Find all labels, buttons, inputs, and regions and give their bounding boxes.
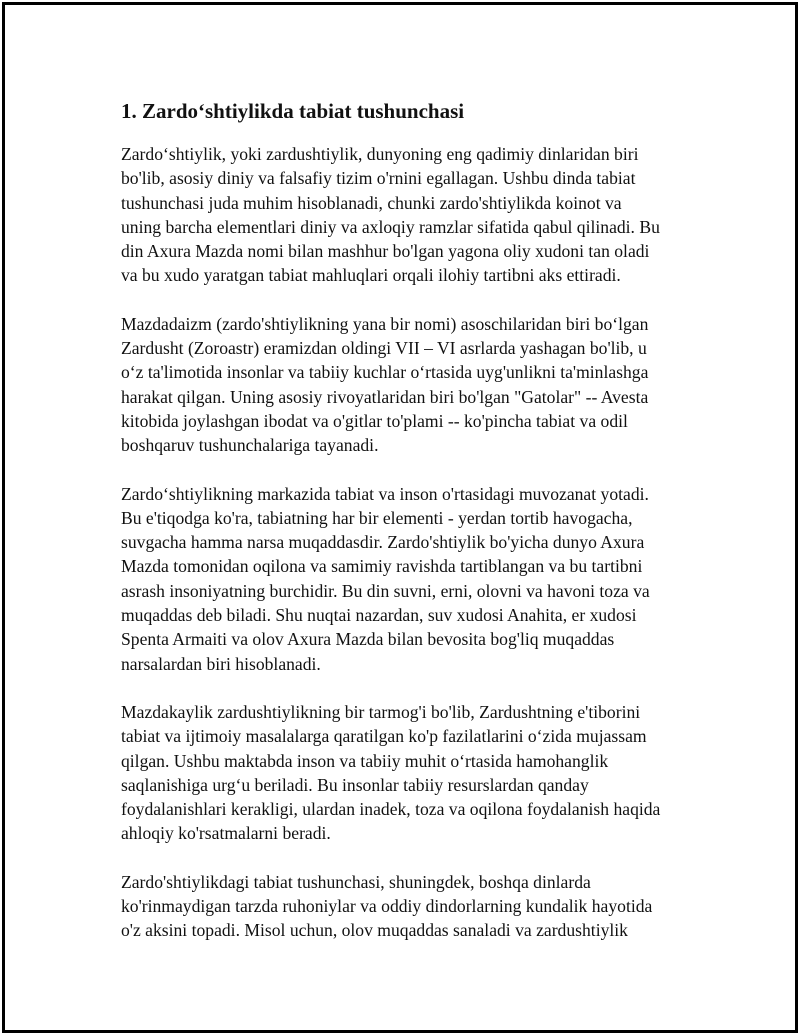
paragraph — [121, 312, 703, 458]
text-line: saqlanishiga urg‘u beriladi. Bu insonlar tabiiy resurslardan qanday — [121, 774, 589, 795]
text-line: qilgan. Ushbu maktabda inson va tabiiy muhit o‘rtasida hamohanglik — [121, 750, 609, 771]
text-line: Mazda tomonidan oqilona va samimiy ravishda tartiblangan va bu tartibni — [121, 556, 643, 577]
text-line: Zardo‘shtiylik, yoki zardushtiylik, dunyoning eng qadimiy dinlaridan biri — [121, 144, 639, 164]
text-line: muqaddas deb biladi. Shu nuqtai nazardan, suv xudosi Anahita, er xudosi — [121, 605, 637, 626]
text-line: suvgacha hamma narsa muqaddasdir. Zardo'shtiylik bo'yicha dunyo Axura — [121, 532, 645, 553]
text-line: Spenta Armaiti va olov Axura Mazda bilan bevosita bog'liq muqaddas — [121, 629, 615, 650]
paragraph — [121, 700, 703, 846]
text-line: din Axura Mazda nomi bilan mashhur bo'lgan yagona oliy xudoni tan oladi — [121, 241, 650, 262]
text-line: Zardo'shtiylikdagi tabiat tushunchasi, shuningdek, boshqa dinlarda — [121, 871, 591, 892]
text-line: uning barcha elementlari diniy va axloqiy ramzlar sifatida qabul qilinadi. Bu — [121, 216, 660, 237]
text-line: Bu e'tiqodga ko'ra, tabiatning har bir elementi - yerdan tortib havogacha, — [121, 507, 633, 528]
text-line: Mazdakaylik zardushtiylikning bir tarmog'i bo'lib, Zardushtning e'tiborini — [121, 701, 641, 722]
paragraph — [121, 482, 703, 676]
document-body — [121, 97, 703, 967]
page-frame — [2, 2, 798, 1033]
text-line: Zardusht (Zoroastr) eramizdan oldingi VII – VI asrlarda yashagan bo'lib, u — [121, 338, 647, 359]
text-line: tushunchasi juda muhim hisoblanadi, chunki zardo'shtiylikda koinot va — [121, 192, 622, 213]
text-line: foydalanishlari kerakligi, ulardan inadek, toza va oqilona foydalanish haqida — [121, 799, 661, 820]
text-line: va bu xudo yaratgan tabiat mahluqlari orqali ilohiy tartibni aks ettiradi. — [121, 265, 621, 286]
text-line: harakat qilgan. Uning asosiy rivoyatlaridan biri bo'lgan "Gatolar" -- Avesta — [121, 386, 649, 407]
text-line: ahloqiy ko'rsatmalarni beradi. — [121, 823, 331, 844]
section-title: 1. Zardo‘shtiylikda tabiat tushunchasi — [121, 99, 465, 123]
text-line: o‘z ta'limotida insonlar va tabiiy kuchlar o‘rtasida uyg'unlikni ta'minlashga — [121, 362, 649, 383]
text-line: bo'lib, asosiy diniy va falsafiy tizim o'rnini egallagan. Ushbu dinda tabiat — [121, 168, 636, 189]
paragraph — [121, 142, 703, 288]
paragraph — [121, 870, 703, 943]
text-line: Zardo‘shtiylikning markazida tabiat va inson o'rtasidagi muvozanat yotadi. — [121, 483, 649, 504]
text-line: asrash insoniyatning burchidir. Bu din suvni, erni, olovni va havoni toza va — [121, 580, 650, 601]
text-line: o'z aksini topadi. Misol uchun, olov muqaddas sanaladi va zardushtiylik — [121, 920, 628, 941]
text-line: kitobida joylashgan ibodat va o'gitlar to'plami -- ko'pincha tabiat va odil — [121, 410, 628, 431]
text-line: tabiat va ijtimoiy masalalarga qaratilgan ko'p fazilatlarini o‘zida mujassam — [121, 726, 647, 747]
text-line: narsalardan biri hisoblanadi. — [121, 653, 321, 674]
text-line: Mazdadaizm (zardo'shtiylikning yana bir nomi) asoschilaridan biri bo‘lgan — [121, 313, 649, 334]
text-line: boshqaruv tushunchalariga tayanadi. — [121, 435, 379, 456]
text-line: ko'rinmaydigan tarzda ruhoniylar va oddiy dindorlarning kundalik hayotida — [121, 896, 653, 917]
